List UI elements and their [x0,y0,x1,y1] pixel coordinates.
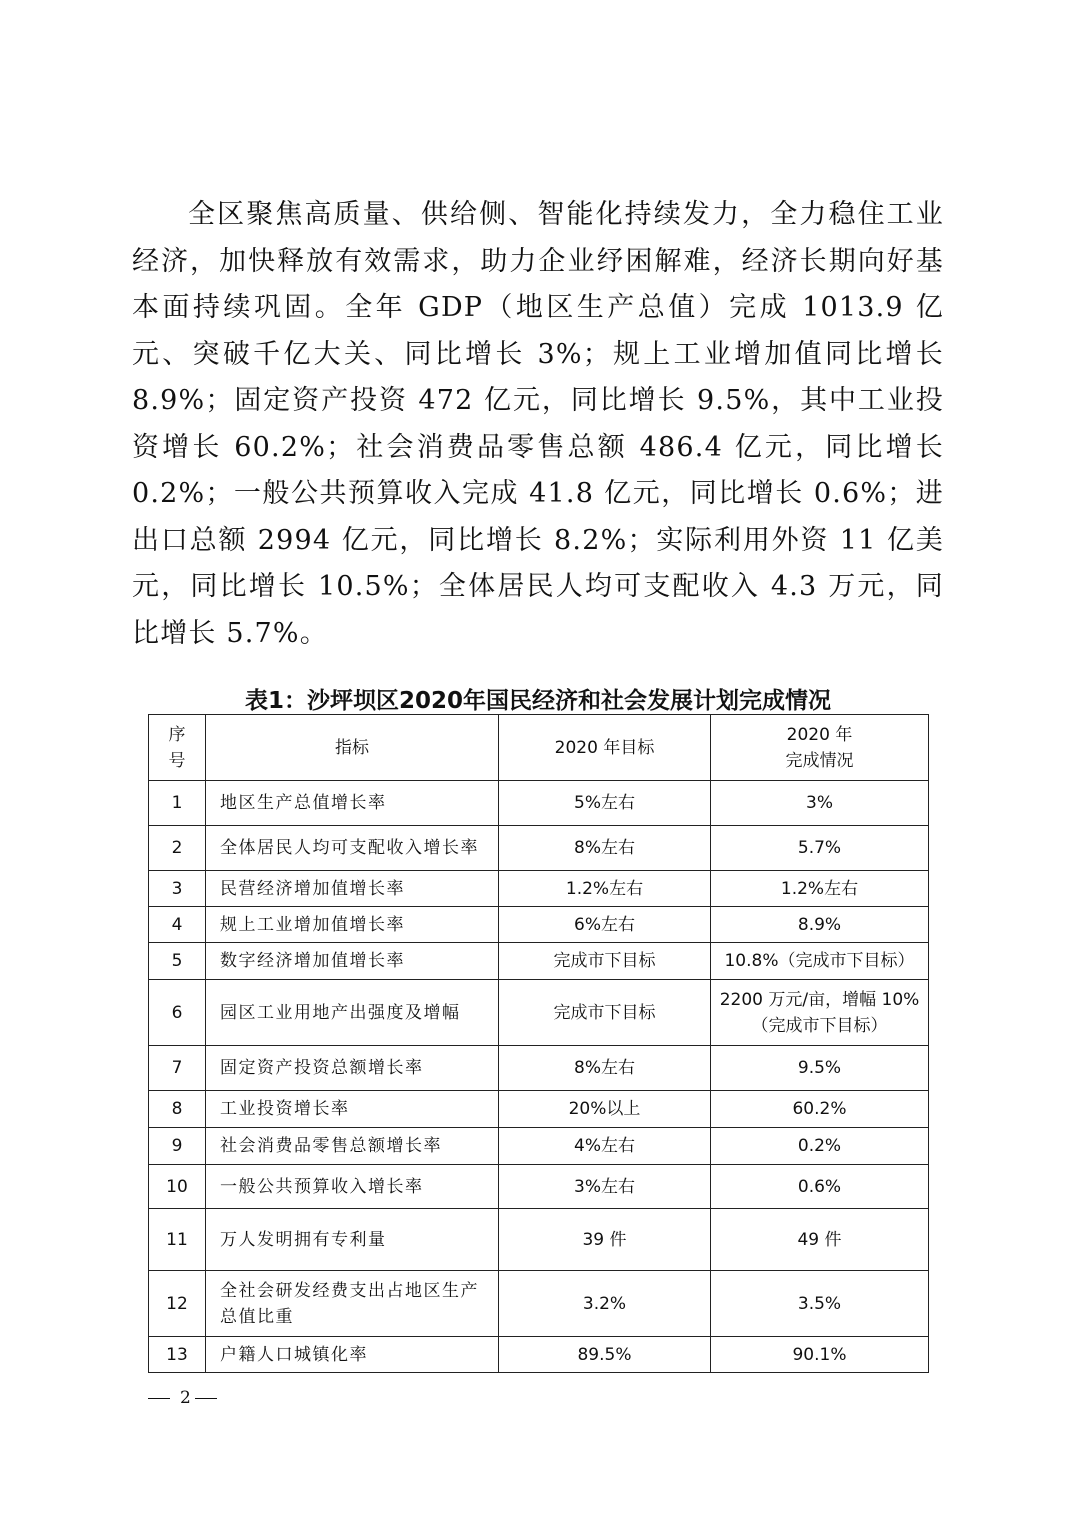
table-row [149,907,929,943]
table-row [149,781,929,826]
table-row [149,1271,929,1337]
cell-target: 5%左右 [499,781,711,826]
cell-actual: 3.5% [711,1271,929,1337]
cell-indicator: 固定资产投资总额增长率 [206,1046,499,1091]
cell-indicator: 园区工业用地产出强度及增幅 [206,980,499,1046]
cell-actual: 49 件 [711,1209,929,1271]
cell-indicator: 全体居民人均可支配收入增长率 [206,826,499,871]
cell-seq: 13 [149,1337,206,1373]
table-row [149,871,929,907]
cell-target: 6%左右 [499,907,711,943]
cell-indicator: 一般公共预算收入增长率 [206,1165,499,1209]
page-number: 2 [180,1388,191,1408]
header-actual [711,715,929,781]
header-indicator: 指标 [206,715,499,781]
cell-seq: 12 [149,1271,206,1337]
cell-seq: 6 [149,980,206,1046]
cell-actual: 10.8%（完成市下目标） [711,943,929,980]
cell-indicator-line2: 总值比重 [220,1306,294,1327]
cell-actual-line2: （完成市下目标） [751,1015,888,1036]
cell-indicator: 民营经济增加值增长率 [206,871,499,907]
cell-seq: 4 [149,907,206,943]
cell-target: 8%左右 [499,1046,711,1091]
cell-indicator: 万人发明拥有专利量 [206,1209,499,1271]
cell-indicator: 规上工业增加值增长率 [206,907,499,943]
table-row [149,826,929,871]
cell-actual: 1.2%左右 [711,871,929,907]
cell-target: 20%以上 [499,1091,711,1128]
table-row [149,1209,929,1271]
cell-indicator: 户籍人口城镇化率 [206,1337,499,1373]
table-row [149,1128,929,1165]
cell-target: 4%左右 [499,1128,711,1165]
cell-actual: 0.6% [711,1165,929,1209]
cell-indicator: 地区生产总值增长率 [206,781,499,826]
table-header-row [149,715,929,781]
cell-indicator-line1: 全社会研发经费支出占地区生产 [220,1280,479,1301]
plan-completion-table [148,714,929,1373]
cell-actual: 9.5% [711,1046,929,1091]
cell-target: 39 件 [499,1209,711,1271]
header-seq-line2: 号 [168,750,186,771]
table-row [149,943,929,980]
cell-actual: 3% [711,781,929,826]
cell-target: 3.2% [499,1271,711,1337]
cell-target: 89.5% [499,1337,711,1373]
cell-target: 完成市下目标 [499,943,711,980]
cell-seq: 7 [149,1046,206,1091]
cell-actual: 60.2% [711,1091,929,1128]
cell-indicator: 工业投资增长率 [206,1091,499,1128]
page-footer [148,1388,217,1408]
header-seq [149,715,206,781]
cell-seq: 9 [149,1128,206,1165]
cell-actual: 8.9% [711,907,929,943]
cell-seq: 10 [149,1165,206,1209]
cell-target: 8%左右 [499,826,711,871]
table-title: 表1：沙坪坝区2020年国民经济和社会发展计划完成情况 [244,688,832,714]
table-row [149,1046,929,1091]
cell-seq: 8 [149,1091,206,1128]
table-row [149,1091,929,1128]
cell-target: 1.2%左右 [499,871,711,907]
table-row [149,980,929,1046]
cell-actual: 0.2% [711,1128,929,1165]
cell-actual-line1: 2200 万元/亩，增幅 10% [719,989,920,1010]
cell-actual [711,980,929,1046]
cell-actual: 90.1% [711,1337,929,1373]
header-target: 2020 年目标 [499,715,711,781]
cell-seq: 5 [149,943,206,980]
cell-indicator [206,1271,499,1337]
cell-target: 完成市下目标 [499,980,711,1046]
header-actual-line2: 完成情况 [785,750,854,771]
header-seq-line1: 序 [168,724,186,745]
cell-actual: 5.7% [711,826,929,871]
cell-seq: 3 [149,871,206,907]
header-actual-line1: 2020 年 [786,724,853,745]
cell-seq: 1 [149,781,206,826]
footer-dash-right [195,1398,217,1399]
cell-target: 3%左右 [499,1165,711,1209]
table-row [149,1165,929,1209]
footer-dash-left [148,1398,170,1399]
cell-indicator: 社会消费品零售总额增长率 [206,1128,499,1165]
body-paragraph: 全区聚焦高质量、供给侧、智能化持续发力，全力稳住工业经济，加快释放有效需求，助力企业纾困解难，经济长期向好基本面持续巩固。全年 GDP（地区生产总值）完成 1013.9 亿元、突破千亿大关、同比增长 3%；规上工业增加值同比增长 8.9%；固定资产投资 472 亿元，同比增长 9.5%，其中工业投资增长 60.2%；社会消费品零售总额 486.4 亿元，同比增长 0.2%；一般公共预算收入完成 41.8 亿元，同比增长 0.6%；进出口总额 2994 亿元，同比增长 8.2%；实际利用外资 11 亿美元，同比增长 10.5%；全体居民人均可支配收入 4.3 万元，同比增长 5.7%。 [132,199,944,649]
cell-indicator: 数字经济增加值增长率 [206,943,499,980]
table-row [149,1337,929,1373]
cell-seq: 11 [149,1209,206,1271]
cell-seq: 2 [149,826,206,871]
